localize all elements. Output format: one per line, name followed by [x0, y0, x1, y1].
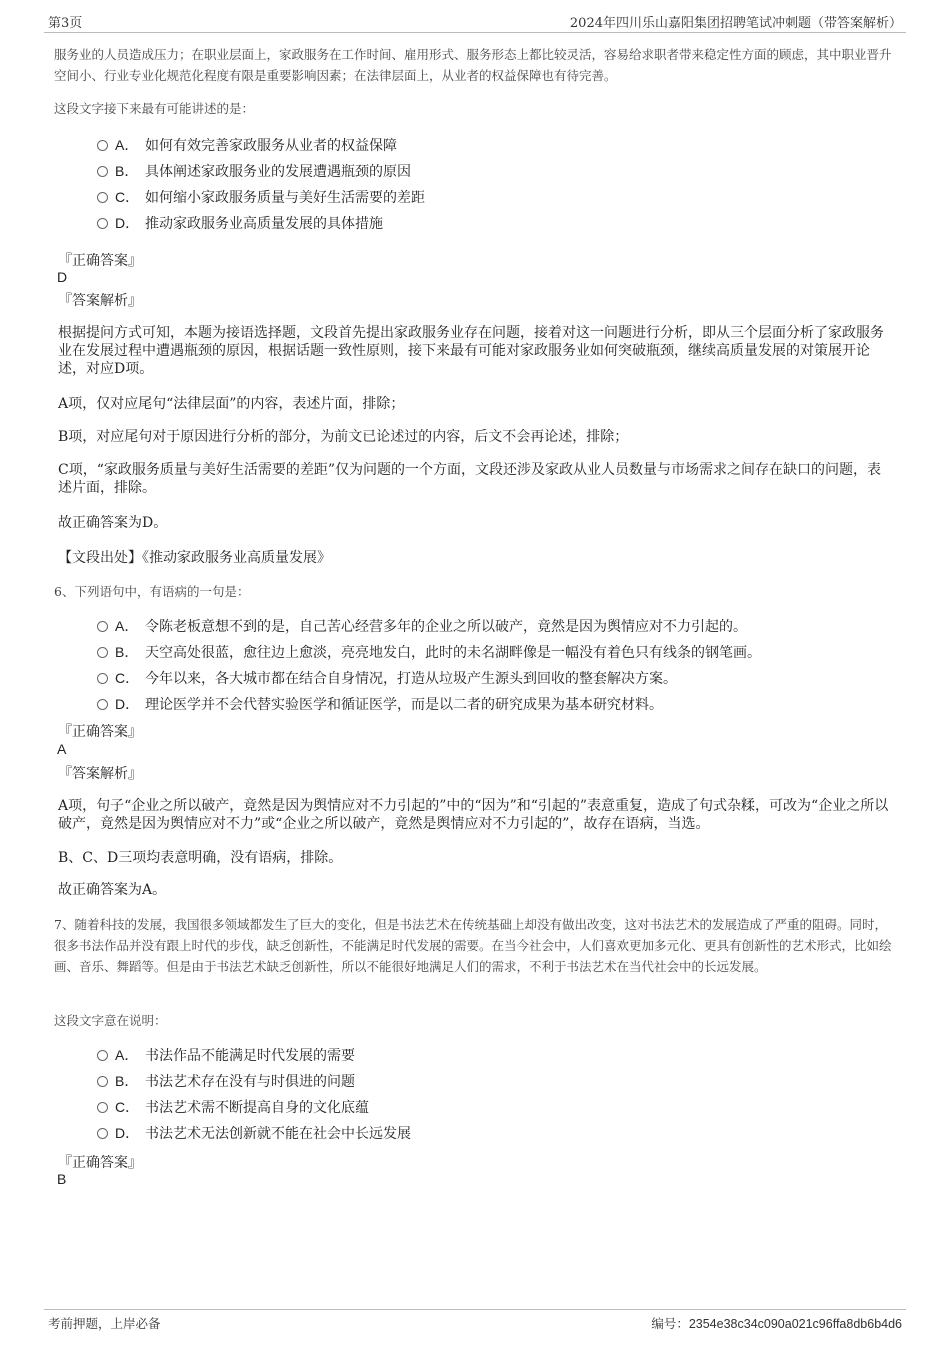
q5-stem-tail: 服务业的人员造成压力；在职业层面上，家政服务在工作时间、雇用形式、服务形态上都比较灵活，容易给求职者带来稳定性方面的顾虑，其中职业晋升空间小、行业专业化规范化程度有限是重要影响因素；在法律层面上，从业者的权益保障也有待完善。 — [54, 47, 892, 83]
q5-analysis-paragraph: 根据提问方式可知，本题为接语选择题，文段首先提出家政服务业存在问题，接着对这一问题进行分析，即从三个层面分析了家政服务业在发展过程中遭遇瓶颈的原因，根据话题一致性原则，接下来最有可能对家政服务业如何突破瓶颈，继续高质量发展的对策展开论述，对应D项。 — [58, 325, 884, 377]
radio-icon[interactable] — [97, 166, 108, 177]
q6-analysis-label: 『答案解析』 — [58, 766, 142, 782]
document-code-value: 2354e38c34c090a021c96ffa8db6b4d6 — [688, 1317, 902, 1331]
q5-option-a[interactable]: A． 如何有效完善家政服务从业者的权益保障 — [97, 135, 397, 155]
document-code-label: 编号： — [651, 1316, 689, 1331]
q5-analysis-paragraph: 故正确答案为D。 — [58, 515, 168, 531]
q7-option-b[interactable]: B． 书法艺术存在没有与时俱进的问题 — [97, 1071, 355, 1091]
page-footer — [44, 1309, 906, 1336]
radio-icon[interactable] — [97, 218, 108, 229]
q6-option-b[interactable]: B． 天空高处很蓝，愈往边上愈淡，亮亮地发白，此时的未名湖畔像是一幅没有着色只有线条的钢笔画。 — [97, 642, 761, 662]
q5-analysis-paragraph: A项，仅对应尾句“法律层面”的内容，表述片面，排除； — [58, 396, 405, 412]
q5-option-b[interactable]: B． 具体阐述家政服务业的发展遭遇瓶颈的原因 — [97, 161, 411, 181]
q5-option-d[interactable]: D． 推动家政服务业高质量发展的具体措施 — [97, 213, 383, 233]
q7-option-c[interactable]: C． 书法艺术需不断提高自身的文化底蕴 — [97, 1097, 369, 1117]
q6-analysis-paragraph: A项，句子“企业之所以破产，竟然是因为舆情应对不力引起的”中的“因为”和“引起的”表意重复，造成了句式杂糅，可改为“企业之所以破产，竟然是因为舆情应对不力”或“企业之所以破产，竟然是舆情应对不力引起的”，故存在语病，当选。 — [58, 798, 889, 832]
q7-option-d[interactable]: D． 书法艺术无法创新就不能在社会中长远发展 — [97, 1123, 411, 1143]
radio-icon[interactable] — [97, 673, 108, 684]
document-title: 2024年四川乐山嘉阳集团招聘笔试冲刺题（带答案解析） — [569, 16, 902, 31]
q5-answer-label: 『正确答案』 — [58, 253, 142, 269]
q6-analysis-paragraph: B、C、D三项均表意明确，没有语病，排除。 — [58, 850, 343, 866]
radio-icon[interactable] — [97, 621, 108, 632]
q6-answer-label: 『正确答案』 — [58, 724, 142, 740]
radio-icon[interactable] — [97, 699, 108, 710]
radio-icon[interactable] — [97, 1050, 108, 1061]
page-header — [44, 10, 906, 33]
document-code — [651, 1314, 902, 1332]
q5-question: 这段文字接下来最有可能讲述的是： — [54, 101, 255, 116]
radio-icon[interactable] — [97, 192, 108, 203]
radio-icon[interactable] — [97, 1076, 108, 1087]
q6-option-d[interactable]: D． 理论医学并不会代替实验医学和循证医学，而是以二者的研究成果为基本研究材料。 — [97, 694, 663, 714]
q5-option-c[interactable]: C． 如何缩小家政服务质量与美好生活需要的差距 — [97, 187, 425, 207]
q5-analysis-label: 『答案解析』 — [58, 293, 142, 309]
q6-option-c[interactable]: C． 今年以来，各大城市都在结合自身情况，打造从垃圾产生源头到回收的整套解决方案。 — [97, 668, 677, 688]
radio-icon[interactable] — [97, 647, 108, 658]
q7-answer: B — [57, 1171, 67, 1187]
q6-question: 6、下列语句中，有语病的一句是： — [54, 584, 250, 599]
q5-analysis-paragraph: C项，“家政服务质量与美好生活需要的差距”仅为问题的一个方面，文段还涉及家政从业人员数量与市场需求之间存在缺口的问题，表述片面，排除。 — [58, 462, 882, 496]
q6-analysis-paragraph: 故正确答案为A。 — [58, 882, 167, 898]
q6-answer: A — [57, 741, 67, 757]
q5-answer: D — [57, 269, 68, 285]
q5-analysis-paragraph: B项，对应尾句对于原因进行分析的部分，为前文已论述过的内容，后文不会再论述，排除； — [58, 429, 629, 445]
q6-option-a[interactable]: A． 令陈老板意想不到的是，自己苦心经营多年的企业之所以破产，竟然是因为舆情应对不力引起的。 — [97, 616, 747, 636]
q7-stem: 7、随着科技的发展，我国很多领域都发生了巨大的变化，但是书法艺术在传统基础上却没有做出改变，这对书法艺术的发展造成了严重的阻碍。同时，很多书法作品并没有跟上时代的步伐，缺乏创新性，不能满足时代发展的需要。在当今社会中，人们喜欢更加多元化、更具有创新性的艺术形式，比如绘画、音乐、舞蹈等。但是由于书法艺术缺乏创新性，所以不能很好地满足人们的需求，不利于书法艺术在当代社会中的长远发展。 — [54, 917, 892, 974]
radio-icon[interactable] — [97, 1128, 108, 1139]
radio-icon[interactable] — [97, 140, 108, 151]
q7-question: 这段文字意在说明： — [54, 1013, 167, 1028]
page-number: 第3页 — [48, 16, 83, 31]
q7-answer-label: 『正确答案』 — [58, 1155, 142, 1171]
radio-icon[interactable] — [97, 1102, 108, 1113]
q5-source: 【文段出处】《推动家政服务业高质量发展》 — [58, 550, 331, 566]
footer-slogan: 考前押题，上岸必备 — [48, 1316, 161, 1331]
q7-option-a[interactable]: A． 书法作品不能满足时代发展的需要 — [97, 1045, 355, 1065]
